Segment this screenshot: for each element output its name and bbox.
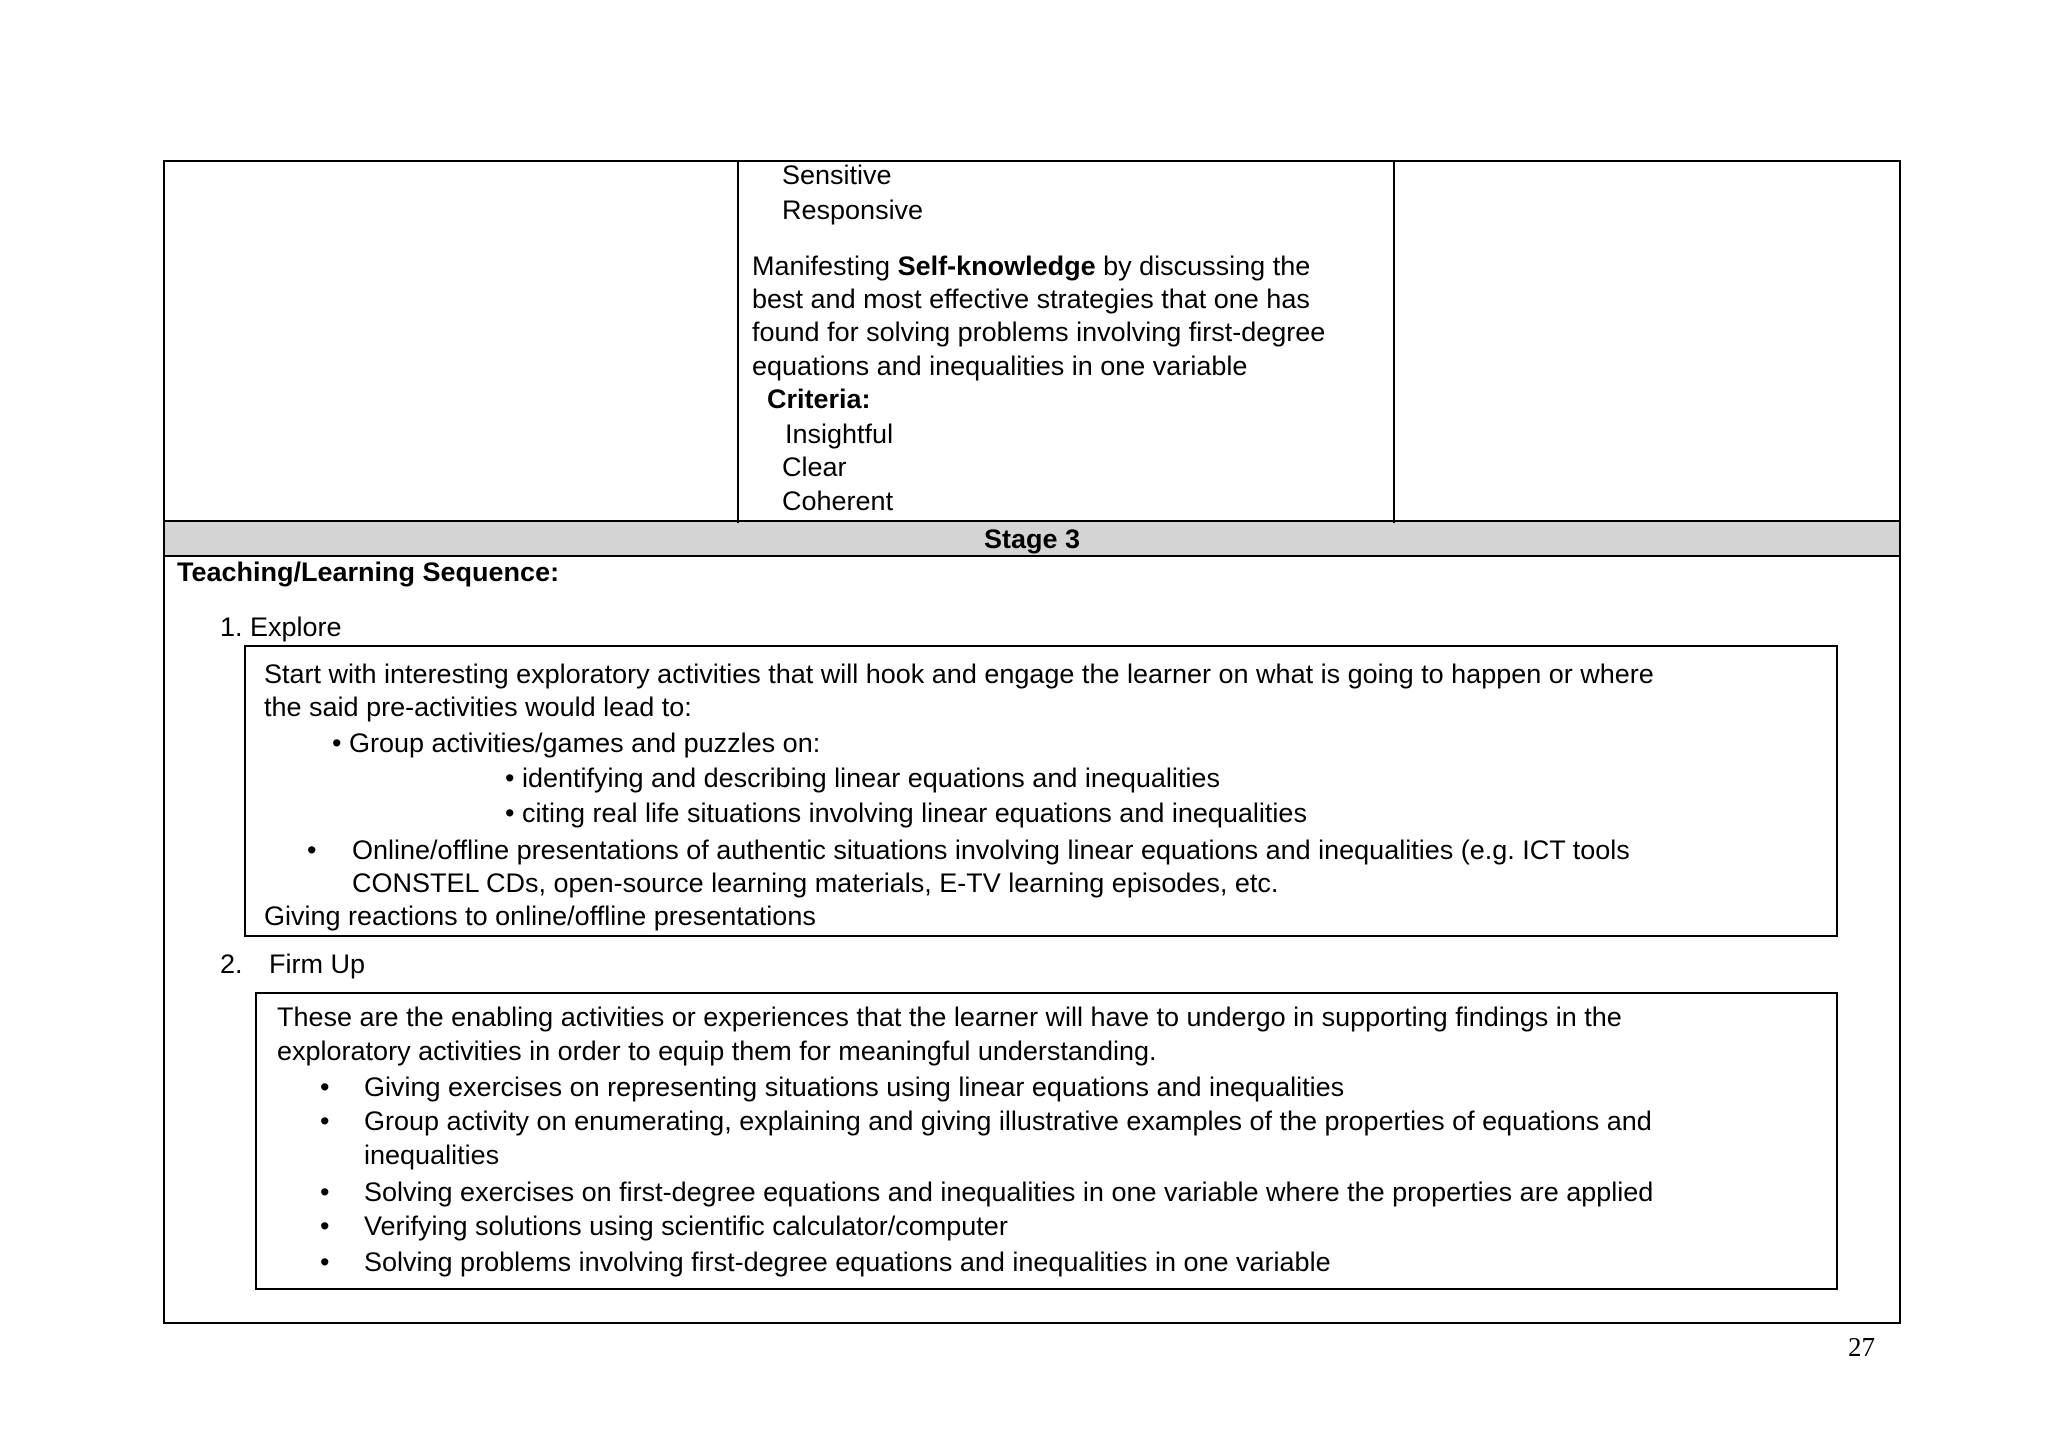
- explore-label: 1. Explore: [220, 612, 342, 642]
- bullet-icon: •: [320, 1247, 330, 1277]
- column-divider-2: [1393, 160, 1395, 523]
- explore-sub-text-1: identifying and describing linear equations and inequalities: [521, 763, 1220, 793]
- firm-up-item-5: Solving problems involving first-degree equations and inequalities in one variable: [364, 1247, 1331, 1277]
- explore-group-item: [332, 726, 820, 760]
- bullet-icon: •: [320, 1211, 330, 1241]
- firm-up-number: 2.: [220, 949, 243, 979]
- firm-up-intro-line-1: These are the enabling activities or experiences that the learner will have to undergo in supporting findings in the: [277, 1002, 1622, 1032]
- self-knowledge-line-1: [752, 249, 1310, 283]
- firm-up-label: Firm Up: [269, 949, 365, 979]
- criteria-item-sensitive: Sensitive: [782, 160, 892, 190]
- column-divider-1: [737, 160, 739, 523]
- self-knowledge-bold: Self-knowledge: [897, 251, 1096, 281]
- bullet-icon: •: [320, 1177, 330, 1207]
- explore-online-line-2: CONSTEL CDs, open-source learning materials, E-TV learning episodes, etc.: [352, 868, 1279, 898]
- bullet-icon: •: [307, 835, 317, 865]
- firm-up-item-3: Solving exercises on first-degree equations and inequalities in one variable where the properties are applied: [364, 1177, 1654, 1207]
- sequence-heading: Teaching/Learning Sequence:: [177, 557, 560, 587]
- self-knowledge-line-3: found for solving problems involving first-degree: [752, 317, 1326, 347]
- criteria-item-insightful: Insightful: [785, 419, 894, 449]
- explore-online-line-1: Online/offline presentations of authentic situations involving linear equations and inequalities (e.g. ICT tools: [352, 835, 1630, 865]
- criteria-label: Criteria:: [767, 384, 871, 414]
- criteria-item-clear: Clear: [782, 452, 847, 482]
- firm-up-item-4: Verifying solutions using scientific calculator/computer: [364, 1211, 1008, 1241]
- explore-sub-text-2: citing real life situations involving linear equations and inequalities: [521, 798, 1307, 828]
- explore-sub-item-2: [505, 796, 1307, 830]
- stage-title: Stage 3: [983, 524, 1081, 554]
- explore-intro-line-1: Start with interesting exploratory activities that will hook and engage the learner on what is going to happen or where: [264, 659, 1654, 689]
- page-number: 27: [1848, 1332, 1875, 1362]
- explore-intro-line-2: the said pre-activities would lead to:: [264, 692, 692, 722]
- bullet-icon: •: [505, 798, 522, 828]
- explore-sub-item-1: [505, 761, 1220, 795]
- firm-up-item-2-continuation: inequalities: [364, 1140, 500, 1170]
- explore-reactions: Giving reactions to online/offline presentations: [264, 901, 816, 931]
- self-knowledge-line-2: best and most effective strategies that one has: [752, 284, 1310, 314]
- self-knowledge-line-4: equations and inequalities in one variable: [752, 351, 1248, 381]
- criteria-item-coherent: Coherent: [782, 486, 894, 516]
- criteria-item-responsive: Responsive: [782, 195, 924, 225]
- bullet-icon: •: [320, 1072, 330, 1102]
- bullet-icon: •: [505, 763, 522, 793]
- self-knowledge-rest: by discussing the: [1095, 251, 1311, 281]
- firm-up-item-1: Giving exercises on representing situations using linear equations and inequalities: [364, 1072, 1345, 1102]
- explore-group-text: Group activities/games and puzzles on:: [348, 728, 821, 758]
- firm-up-item-2: Group activity on enumerating, explaining and giving illustrative examples of the properties of equations and: [364, 1106, 1652, 1136]
- bullet-icon: •: [332, 728, 349, 758]
- self-knowledge-prefix: Manifesting: [752, 251, 898, 281]
- bullet-icon: •: [320, 1106, 330, 1136]
- firm-up-intro-line-2: exploratory activities in order to equip them for meaningful understanding.: [277, 1036, 1157, 1066]
